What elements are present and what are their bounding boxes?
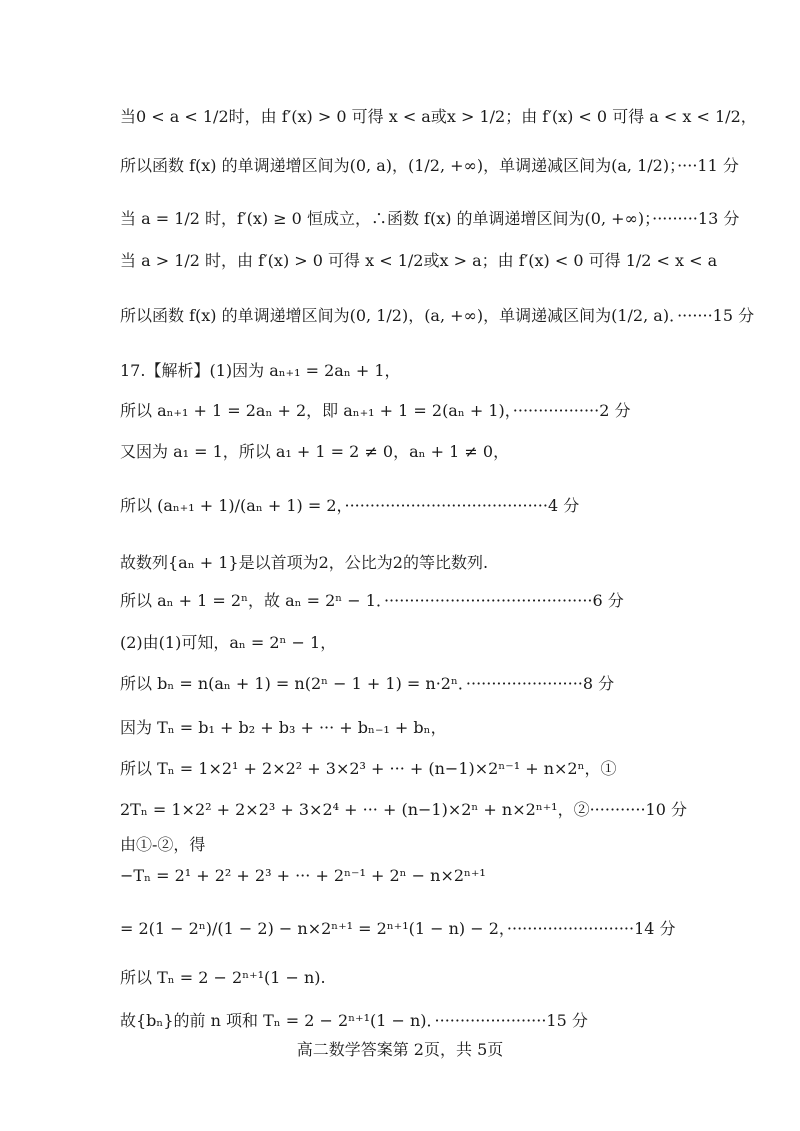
line-simplify: = 2(1 − 2ⁿ)/(1 − 2) − n×2ⁿ⁺¹ = 2ⁿ⁺¹(1 − n) − 2，·························14 分	[120, 919, 676, 938]
line-negative-tn: −Tₙ = 2¹ + 2² + 2³ + ··· + 2ⁿ⁻¹ + 2ⁿ − n×2ⁿ⁺¹	[120, 866, 486, 885]
line-part-2-start: (2)由(1)可知，aₙ = 2ⁿ − 1，	[120, 633, 337, 652]
line-q17-start: 17.【解析】(1)因为 aₙ₊₁ = 2aₙ + 1，	[120, 361, 401, 380]
line-case-a-equal-half: 当 a = 1/2 时，f′(x) ≥ 0 恒成立，∴函数 f(x) 的单调递增区间为(0, +∞)；·········13 分	[120, 209, 740, 228]
line-subtract: 由①-②，得	[120, 835, 206, 854]
line-initial-value: 又因为 a₁ = 1，所以 a₁ + 1 = 2 ≠ 0，aₙ + 1 ≠ 0，	[120, 442, 510, 461]
line-final-answer: 故{bₙ}的前 n 项和 Tₙ = 2 − 2ⁿ⁺¹(1 − n)．······················15 分	[120, 1011, 588, 1030]
line-recurrence-transform: 所以 aₙ₊₁ + 1 = 2aₙ + 2，即 aₙ₊₁ + 1 = 2(aₙ + 1)，·················2 分	[120, 401, 631, 420]
line-case-a-greater-half: 当 a > 1/2 时，由 f′(x) > 0 可得 x < 1/2或x > a；由 f′(x) < 0 可得 1/2 < x < a	[120, 251, 718, 270]
line-bn: 所以 bₙ = n(aₙ + 1) = n(2ⁿ − 1 + 1) = n·2ⁿ．·······················8 分	[120, 674, 615, 693]
line-general-term: 所以 aₙ + 1 = 2ⁿ，故 aₙ = 2ⁿ − 1．·········································6 分	[120, 591, 624, 610]
line-intervals-a-less-half: 所以函数 f(x) 的单调递增区间为(0, a)，(1/2, +∞)，单调递减区间为(a, 1/2)；····11 分	[120, 156, 739, 175]
line-geometric-conclusion: 故数列{aₙ + 1}是以首项为2，公比为2的等比数列.	[120, 553, 489, 572]
line-tn-result: 所以 Tₙ = 2 − 2ⁿ⁺¹(1 − n).	[120, 968, 326, 987]
line-tn-sum: 所以 Tₙ = 1×2¹ + 2×2² + 3×2³ + ··· + (n−1)×2ⁿ⁻¹ + n×2ⁿ，①	[120, 759, 617, 778]
line-2tn-sum: 2Tₙ = 1×2² + 2×2³ + 3×2⁴ + ··· + (n−1)×2ⁿ + n×2ⁿ⁺¹，②···········10 分	[120, 800, 687, 819]
line-intervals-a-greater-half: 所以函数 f(x) 的单调递增区间为(0, 1/2)，(a, +∞)，单调递减区间为(1/2, a)．·······15 分	[120, 306, 755, 325]
page-footer: 高二数学答案第 2页，共 5页	[296, 1040, 504, 1059]
line-ratio: 所以 (aₙ₊₁ + 1)/(aₙ + 1) = 2，········································4 分	[120, 496, 580, 515]
line-case-a-less-half: 当0 < a < 1/2时，由 f′(x) > 0 可得 x < a或x > 1/2；由 f′(x) < 0 可得 a < x < 1/2，	[120, 107, 757, 126]
line-tn-definition: 因为 Tₙ = b₁ + b₂ + b₃ + ··· + bₙ₋₁ + bₙ，	[120, 718, 447, 737]
